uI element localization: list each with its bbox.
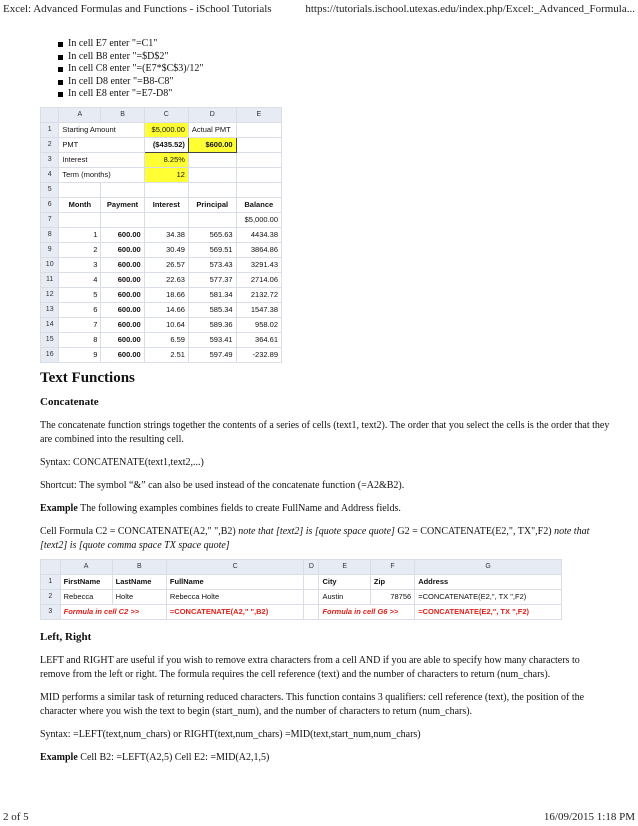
- row-number: 13: [41, 302, 59, 317]
- cell: [236, 122, 281, 137]
- loan-spreadsheet: [40, 107, 282, 363]
- cell: 5: [59, 287, 101, 302]
- cell: 18.66: [144, 287, 188, 302]
- cell: 2132.72: [236, 287, 281, 302]
- cell: =CONCATENATE(E2,", TX ",F2): [415, 589, 562, 604]
- cell: LastName: [112, 574, 166, 589]
- cell: 958.02: [236, 317, 281, 332]
- cell: 12: [144, 167, 188, 182]
- cell: 600.00: [101, 317, 144, 332]
- row-number: 2: [41, 137, 59, 152]
- table-row: [41, 242, 282, 257]
- cell: Starting Amount: [59, 122, 144, 137]
- cell: Austin: [319, 589, 370, 604]
- cell: [236, 152, 281, 167]
- subsection-heading: Left, Right: [40, 630, 92, 643]
- cell: Formula in cell G6 >>: [319, 604, 415, 619]
- col-header: B: [112, 559, 166, 574]
- corner-cell: [41, 107, 59, 122]
- row-number: 10: [41, 257, 59, 272]
- cell: 9: [59, 347, 101, 362]
- cell: [236, 167, 281, 182]
- cell: PMT: [59, 137, 144, 152]
- cell: [101, 212, 144, 227]
- row-number: 8: [41, 227, 59, 242]
- cell: 569.51: [188, 242, 236, 257]
- col-header: D: [304, 559, 319, 574]
- cell: 34.38: [144, 227, 188, 242]
- formula-g2-note: note that [text2] is [quote comma space TX space quote]: [40, 525, 590, 551]
- row-number: 4: [41, 167, 59, 182]
- col-header: E: [236, 107, 281, 122]
- page-number: 2 of 5: [3, 811, 29, 823]
- col-header: B: [101, 107, 144, 122]
- col-header: G: [415, 559, 562, 574]
- cell: 10.64: [144, 317, 188, 332]
- column-title: Month: [59, 197, 101, 212]
- cell: 600.00: [101, 242, 144, 257]
- row-number: 1: [41, 574, 61, 589]
- header-title: Excel: Advanced Formulas and Functions - iSchool Tutorials: [3, 3, 272, 15]
- row-number: 3: [41, 152, 59, 167]
- cell: =CONCATENATE(A2," ",B2): [166, 604, 304, 619]
- cell: 22.63: [144, 272, 188, 287]
- list-item: In cell E8 enter "=E7-D8": [58, 88, 610, 101]
- cell: 6: [59, 302, 101, 317]
- cell: 364.61: [236, 332, 281, 347]
- row-number: 6: [41, 197, 59, 212]
- cell: 4434.38: [236, 227, 281, 242]
- cell: [188, 182, 236, 197]
- cell: 585.34: [188, 302, 236, 317]
- cell: 2: [59, 242, 101, 257]
- example-label: Example: [40, 502, 78, 514]
- cell: 600.00: [101, 227, 144, 242]
- cell: 2.51: [144, 347, 188, 362]
- cell: $600.00: [188, 137, 236, 152]
- cell: 600.00: [101, 347, 144, 362]
- header-url: https://tutorials.ischool.utexas.edu/index.php/Excel:_Advanced_Formula...: [305, 3, 635, 15]
- cell: [59, 212, 101, 227]
- list-item: In cell C8 enter "=(E7*$C$3)/12": [58, 63, 610, 76]
- cell: 7: [59, 317, 101, 332]
- cell: [144, 212, 188, 227]
- cell: 8.25%: [144, 152, 188, 167]
- cell: [236, 137, 281, 152]
- table-row: [41, 347, 282, 362]
- row-number: 2: [41, 589, 61, 604]
- syntax-text: Syntax: CONCATENATE(text1,text2,...): [40, 456, 204, 468]
- col-header: C: [166, 559, 304, 574]
- cell: 600.00: [101, 272, 144, 287]
- example-description: The following examples combines fields to create FullName and Address fields.: [77, 502, 401, 514]
- cell: $5,000.00: [144, 122, 188, 137]
- cell: Rebecca: [60, 589, 112, 604]
- formula-c2: Cell Formula C2 = CONCATENATE(A2," ",B2): [40, 525, 239, 537]
- table-row: [41, 302, 282, 317]
- cell: FullName: [166, 574, 304, 589]
- shortcut-text: Shortcut: The symbol “&” can also be used instead of the concatenate function (=A2&B2).: [40, 479, 405, 491]
- cell: Address: [415, 574, 562, 589]
- document-body: [40, 38, 610, 774]
- row-number: 7: [41, 212, 59, 227]
- cell: 3291.43: [236, 257, 281, 272]
- example-label: Example: [40, 751, 78, 763]
- cell: 589.36: [188, 317, 236, 332]
- example-text: [40, 751, 610, 765]
- table-row: [41, 317, 282, 332]
- row-number: 5: [41, 182, 59, 197]
- col-header: E: [319, 559, 370, 574]
- column-title: Payment: [101, 197, 144, 212]
- cell: 600.00: [101, 257, 144, 272]
- cell: 30.49: [144, 242, 188, 257]
- col-header: C: [144, 107, 188, 122]
- cell: 600.00: [101, 332, 144, 347]
- cell: [304, 574, 319, 589]
- cell: [188, 167, 236, 182]
- row-number: 3: [41, 604, 61, 619]
- row-number: 11: [41, 272, 59, 287]
- cell: 8: [59, 332, 101, 347]
- section-heading: Text Functions: [40, 369, 135, 386]
- cell: 3: [59, 257, 101, 272]
- cell: Holte: [112, 589, 166, 604]
- row-number: 12: [41, 287, 59, 302]
- row-number: 16: [41, 347, 59, 362]
- col-header: A: [59, 107, 101, 122]
- column-title: Principal: [188, 197, 236, 212]
- formula-c2-note: note that [text2] is [quote space quote]: [238, 525, 395, 537]
- cell: [59, 182, 101, 197]
- print-datetime: 16/09/2015 1:18 PM: [543, 811, 635, 823]
- column-title: Balance: [236, 197, 281, 212]
- table-row: [41, 272, 282, 287]
- concatenate-spreadsheet: [40, 559, 562, 620]
- subsection-heading: Concatenate: [40, 395, 99, 408]
- formula-g2: G2 = CONCATENATE(E2,", TX",F2): [394, 525, 555, 537]
- print-header: [0, 0, 638, 18]
- paragraph: LEFT and RIGHT are useful if you wish to remove extra characters from a cell AND if you are able to specify how many characters to remove from the left or right. The formula requires the cell reference (text) and the number of characters to return (num_chars).: [40, 654, 580, 680]
- cell: 600.00: [101, 302, 144, 317]
- col-header: A: [60, 559, 112, 574]
- row-number: 15: [41, 332, 59, 347]
- cell: 565.63: [188, 227, 236, 242]
- cell: 1: [59, 227, 101, 242]
- cell: 4: [59, 272, 101, 287]
- cell: 14.66: [144, 302, 188, 317]
- table-row: [41, 332, 282, 347]
- cell: 600.00: [101, 287, 144, 302]
- print-footer: [0, 808, 638, 826]
- cell: Zip: [370, 574, 414, 589]
- paragraph: The concatenate function strings together the contents of a series of cells (text1, text2). The order that you select the cells is the order that they are combined into the resulting cell.: [40, 419, 610, 445]
- row-number: 14: [41, 317, 59, 332]
- col-header: D: [188, 107, 236, 122]
- cell: 573.43: [188, 257, 236, 272]
- cell: 597.49: [188, 347, 236, 362]
- cell: Actual PMT: [188, 122, 236, 137]
- cell: 1547.38: [236, 302, 281, 317]
- example-description: Cell B2: =LEFT(A2,5) Cell E2: =MID(A2,1,5): [77, 751, 270, 763]
- formula-text: [40, 525, 610, 553]
- cell: $5,000.00: [236, 212, 281, 227]
- cell: =CONCATENATE(E2,", TX ",F2): [415, 604, 562, 619]
- cell: [188, 152, 236, 167]
- example-text: [40, 502, 610, 516]
- cell: [236, 182, 281, 197]
- column-title: Interest: [144, 197, 188, 212]
- cell: [144, 182, 188, 197]
- paragraph: MID performs a similar task of returning reduced characters. This function contains 3 qualifiers: cell reference (text), the position of the character where you wish the text to begin (start_num), and the number of characters to return (num_chars).: [40, 691, 585, 717]
- syntax-text: Syntax: =LEFT(text,num_chars) or RIGHT(text,num_chars) =MID(text,start_num,num_chars): [40, 728, 421, 740]
- row-number: 1: [41, 122, 59, 137]
- cell: [304, 604, 319, 619]
- cell: 3864.86: [236, 242, 281, 257]
- table-row: [41, 257, 282, 272]
- table-row: [41, 227, 282, 242]
- cell: -232.89: [236, 347, 281, 362]
- cell: 78756: [370, 589, 414, 604]
- cell: Formula in cell C2 >>: [60, 604, 166, 619]
- cell: 577.37: [188, 272, 236, 287]
- cell: [304, 589, 319, 604]
- cell: Rebecca Holte: [166, 589, 304, 604]
- cell: FirstName: [60, 574, 112, 589]
- cell: [101, 182, 144, 197]
- list-item: In cell E7 enter "=C1": [58, 38, 610, 51]
- corner-cell: [41, 559, 61, 574]
- cell: Term (months): [59, 167, 144, 182]
- cell: 6.59: [144, 332, 188, 347]
- cell: Interest: [59, 152, 144, 167]
- steps-list: [58, 38, 610, 101]
- list-item: In cell B8 enter "=$D$2": [58, 51, 610, 64]
- cell: 581.34: [188, 287, 236, 302]
- cell: 593.41: [188, 332, 236, 347]
- list-item: In cell D8 enter "=B8-C8": [58, 76, 610, 89]
- cell: City: [319, 574, 370, 589]
- col-header: F: [370, 559, 414, 574]
- cell: 26.57: [144, 257, 188, 272]
- cell: 2714.06: [236, 272, 281, 287]
- table-row: [41, 287, 282, 302]
- cell: ($435.52): [144, 137, 188, 152]
- row-number: 9: [41, 242, 59, 257]
- cell: [188, 212, 236, 227]
